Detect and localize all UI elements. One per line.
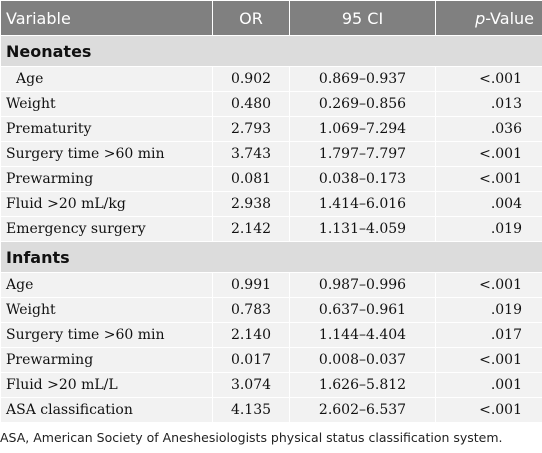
cell-ci: 2.602–6.537 xyxy=(290,398,436,423)
cell-ci: 0.869–0.937 xyxy=(290,67,436,92)
header-ci: 95 CI xyxy=(290,1,436,36)
cell-or: 0.017 xyxy=(213,348,290,373)
group-title: Infants xyxy=(1,242,542,273)
cell-ci: 0.637–0.961 xyxy=(290,298,436,323)
cell-ci: 1.626–5.812 xyxy=(290,373,436,398)
cell-variable: Weight xyxy=(1,298,213,323)
header-variable: Variable xyxy=(1,1,213,36)
cell-p-value: <.001 xyxy=(436,67,542,92)
cell-or: 3.074 xyxy=(213,373,290,398)
cell-p-value: <.001 xyxy=(436,273,542,298)
group-infants xyxy=(1,242,542,423)
cell-or: 2.140 xyxy=(213,323,290,348)
cell-variable: Prewarming xyxy=(1,348,213,373)
cell-or: 0.783 xyxy=(213,298,290,323)
table-row xyxy=(1,67,542,92)
table-row xyxy=(1,398,542,423)
cell-variable: Surgery time >60 min xyxy=(1,142,213,167)
cell-variable: Weight xyxy=(1,92,213,117)
table-footnote: ASA, American Society of Aneshesiologists physical status classification system. xyxy=(0,430,503,445)
cell-p-value: .004 xyxy=(436,192,542,217)
cell-variable: Fluid >20 mL/L xyxy=(1,373,213,398)
table-header-row xyxy=(1,1,542,36)
cell-p-value: <.001 xyxy=(436,142,542,167)
cell-p-value: .017 xyxy=(436,323,542,348)
cell-variable: Fluid >20 mL/kg xyxy=(1,192,213,217)
cell-ci: 1.069–7.294 xyxy=(290,117,436,142)
cell-ci: 1.144–4.404 xyxy=(290,323,436,348)
cell-or: 0.902 xyxy=(213,67,290,92)
cell-or: 0.991 xyxy=(213,273,290,298)
cell-ci: 1.414–6.016 xyxy=(290,192,436,217)
table-row xyxy=(1,192,542,217)
table-row xyxy=(1,348,542,373)
cell-p-value: .036 xyxy=(436,117,542,142)
cell-variable: Prewarming xyxy=(1,167,213,192)
cell-ci: 1.131–4.059 xyxy=(290,217,436,242)
header-p-value xyxy=(436,1,542,36)
cell-variable: Age xyxy=(1,273,213,298)
cell-ci: 0.269–0.856 xyxy=(290,92,436,117)
cell-p-value: <.001 xyxy=(436,167,542,192)
cell-variable: ASA classification xyxy=(1,398,213,423)
cell-or: 2.793 xyxy=(213,117,290,142)
cell-or: 0.480 xyxy=(213,92,290,117)
cell-ci: 0.987–0.996 xyxy=(290,273,436,298)
group-neonates xyxy=(1,36,542,242)
cell-p-value: .019 xyxy=(436,298,542,323)
header-p-italic: p xyxy=(475,8,486,28)
cell-or: 2.142 xyxy=(213,217,290,242)
cell-variable: Prematurity xyxy=(1,117,213,142)
header-p-rest: -Value xyxy=(485,8,534,28)
table-row xyxy=(1,142,542,167)
cell-or: 2.938 xyxy=(213,192,290,217)
cell-or: 0.081 xyxy=(213,167,290,192)
cell-p-value: .013 xyxy=(436,92,542,117)
table-row xyxy=(1,92,542,117)
table-row xyxy=(1,167,542,192)
cell-or: 4.135 xyxy=(213,398,290,423)
table-row xyxy=(1,323,542,348)
table-row xyxy=(1,298,542,323)
cell-p-value: .019 xyxy=(436,217,542,242)
cell-ci: 1.797–7.797 xyxy=(290,142,436,167)
cell-p-value: .001 xyxy=(436,373,542,398)
table-row xyxy=(1,273,542,298)
cell-ci: 0.008–0.037 xyxy=(290,348,436,373)
group-header-row xyxy=(1,36,542,67)
header-or: OR xyxy=(213,1,290,36)
cell-ci: 0.038–0.173 xyxy=(290,167,436,192)
table-row xyxy=(1,217,542,242)
cell-p-value: <.001 xyxy=(436,398,542,423)
cell-variable: Surgery time >60 min xyxy=(1,323,213,348)
cell-variable: Emergency surgery xyxy=(1,217,213,242)
table-row xyxy=(1,373,542,398)
cell-p-value: <.001 xyxy=(436,348,542,373)
cell-variable: Age xyxy=(1,67,213,92)
group-title: Neonates xyxy=(1,36,542,67)
group-header-row xyxy=(1,242,542,273)
table-row xyxy=(1,117,542,142)
cell-or: 3.743 xyxy=(213,142,290,167)
